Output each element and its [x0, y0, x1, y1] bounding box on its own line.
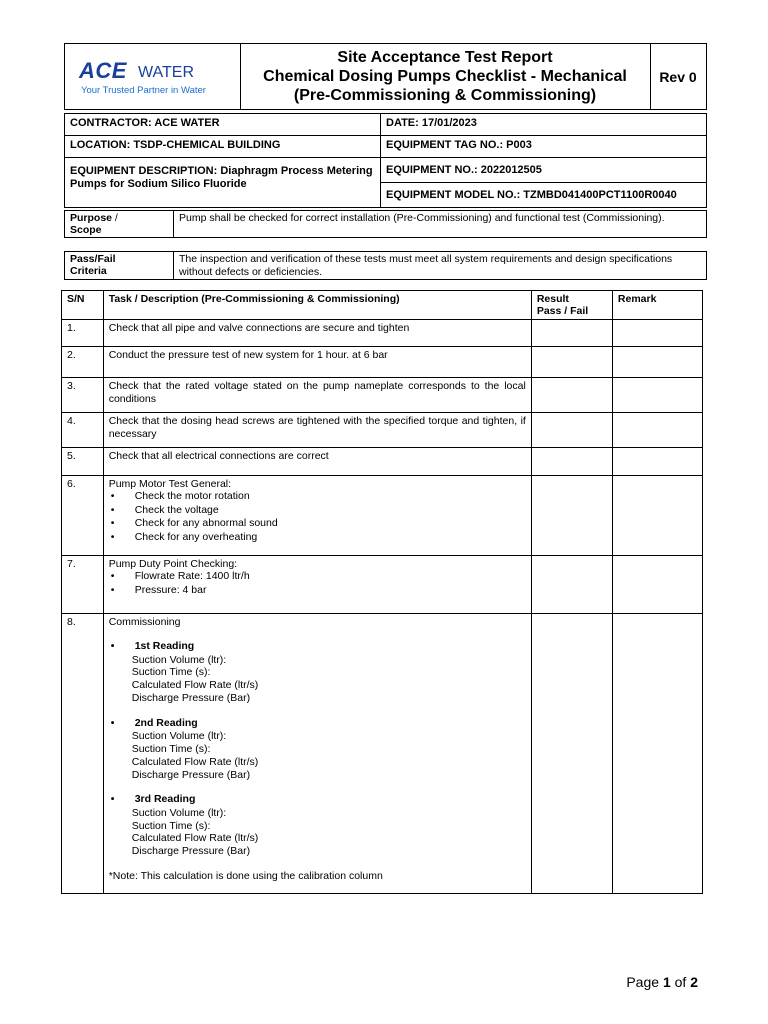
remark-cell[interactable] [612, 378, 702, 413]
report-header [64, 43, 707, 110]
checklist-header-row [62, 291, 703, 320]
page-word: Page [626, 974, 660, 990]
list-item: • Check the voltage [135, 504, 526, 518]
tag-no-cell: EQUIPMENT TAG NO.: P003 [381, 136, 707, 158]
equipment-description-label: EQUIPMENT DESCRIPTION: [70, 165, 218, 177]
row-task [103, 556, 531, 614]
result-cell[interactable] [531, 413, 612, 448]
reading-line: Discharge Pressure (Bar) [131, 691, 251, 704]
row-sn: 1. [62, 320, 104, 347]
of-word: of [674, 974, 687, 990]
equipment-no-cell: EQUIPMENT NO.: 2022012505 [381, 158, 707, 183]
model-no-cell: EQUIPMENT MODEL NO.: TZMBD041400PCT1100R0040 [381, 183, 707, 208]
reading-line: Calculated Flow Rate (ltr/s) [131, 679, 259, 692]
task-bullet-list [109, 570, 526, 597]
row-task [103, 614, 531, 894]
remark-cell[interactable] [612, 556, 702, 614]
row-task: Check that the dosing head screws are tightened with the specified torque and tighten, if necessary [103, 413, 531, 448]
row-task: Check that all electrical connections are correct [103, 448, 531, 476]
task-heading: Commissioning [108, 616, 181, 628]
remark-cell[interactable] [612, 476, 702, 556]
row-sn: 7. [62, 556, 104, 614]
criteria-label-line1: Pass/Fail [70, 253, 116, 265]
task-heading: Pump Motor Test General: [108, 478, 232, 490]
row-task: Check that the rated voltage stated on the pump nameplate corresponds to the local conditions [103, 378, 531, 413]
row-sn: 3. [62, 378, 104, 413]
result-cell[interactable] [531, 448, 612, 476]
title-line-2: Chemical Dosing Pumps Checklist - Mechanical [263, 68, 627, 85]
task-heading: Pump Duty Point Checking: [108, 558, 238, 570]
date-cell: DATE: 17/01/2023 [381, 114, 707, 136]
reading-line: Discharge Pressure (Bar) [131, 768, 251, 781]
remark-cell[interactable] [612, 614, 702, 894]
list-item: • Pressure: 4 bar [135, 584, 526, 598]
purpose-label-line1: Purpose [70, 212, 113, 224]
table-row [62, 556, 703, 614]
header-task: Task / Description (Pre-Commissioning & Commissioning) [103, 291, 531, 320]
remark-cell[interactable] [612, 413, 702, 448]
row-sn: 4. [62, 413, 104, 448]
result-cell[interactable] [531, 614, 612, 894]
contractor-cell: CONTRACTOR: ACE WATER [65, 114, 381, 136]
page-current: 1 [662, 974, 671, 990]
header-remark: Remark [612, 291, 702, 320]
reading-line: Discharge Pressure (Bar) [131, 845, 251, 858]
row-task: Conduct the pressure test of new system for 1 hour. at 6 bar [103, 347, 531, 378]
location-cell: LOCATION: TSDP-CHEMICAL BUILDING [65, 136, 381, 158]
remark-cell[interactable] [612, 320, 702, 347]
reading-line: Suction Volume (ltr): [131, 730, 227, 743]
logo-ace-text: ACE [79, 58, 127, 83]
title-line-3: (Pre-Commissioning & Commissioning) [293, 87, 597, 104]
reading-line: Suction Time (s): [131, 666, 211, 679]
reading-line: Calculated Flow Rate (ltr/s) [131, 755, 259, 768]
criteria-table [64, 251, 707, 280]
remark-cell[interactable] [612, 347, 702, 378]
logo-water-text: WATER [138, 64, 194, 81]
row-sn: 8. [62, 614, 104, 894]
reading-line: Suction Volume (ltr): [131, 653, 227, 666]
logo-tagline: Your Trusted Partner in Water [81, 85, 206, 96]
row-sn: 5. [62, 448, 104, 476]
criteria-label-line2: Criteria [70, 265, 107, 277]
table-row [62, 614, 703, 894]
reading-lines [109, 654, 526, 705]
header-sn: S/N [62, 291, 104, 320]
revision-label: Rev 0 [659, 68, 697, 85]
result-cell[interactable] [531, 320, 612, 347]
reading-list [109, 793, 526, 807]
project-info-table [64, 113, 707, 208]
page-total: 2 [690, 974, 698, 990]
reading-title: • 2nd Reading [135, 717, 526, 731]
row-sn: 6. [62, 476, 104, 556]
reading-title: • 3rd Reading [135, 793, 526, 807]
report-title [240, 44, 651, 109]
checklist-table [61, 290, 703, 894]
table-row [62, 378, 703, 413]
table-row [62, 347, 703, 378]
list-item: • Check for any overheating [135, 531, 526, 545]
result-cell[interactable] [531, 556, 612, 614]
equipment-description-value: Diaphragm Process Metering Pumps for Sodium Silico Fluoride [70, 165, 373, 190]
result-cell[interactable] [531, 347, 612, 378]
purpose-label [65, 211, 174, 238]
page-number [626, 974, 698, 990]
list-item: • Check the motor rotation [135, 490, 526, 504]
list-item: • Check for any abnormal sound [135, 517, 526, 531]
reading-line: Calculated Flow Rate (ltr/s) [131, 832, 259, 845]
reading-list [109, 640, 526, 654]
reading-lines [109, 807, 526, 858]
result-cell[interactable] [531, 378, 612, 413]
header-result-line2: Pass / Fail [536, 305, 589, 317]
purpose-table [64, 210, 707, 238]
table-row [62, 320, 703, 347]
purpose-label-sep: / [112, 212, 118, 224]
criteria-label [65, 252, 174, 280]
table-row [62, 413, 703, 448]
result-cell[interactable] [531, 476, 612, 556]
reading-line: Suction Time (s): [131, 742, 211, 755]
remark-cell[interactable] [612, 448, 702, 476]
list-item: • Flowrate Rate: 1400 ltr/h [135, 570, 526, 584]
title-line-1: Site Acceptance Test Report [337, 49, 553, 66]
table-row [62, 476, 703, 556]
reading-list [109, 717, 526, 731]
company-logo [65, 44, 241, 109]
purpose-label-line2: Scope [70, 224, 102, 236]
reading-line: Suction Volume (ltr): [131, 806, 227, 819]
criteria-text: The inspection and verification of these tests must meet all system requirements and design specifications without defects or deficiencies. [174, 252, 707, 280]
purpose-text: Pump shall be checked for correct installation (Pre-Commissioning) and functional test (Commissioning). [174, 211, 707, 238]
row-task [103, 476, 531, 556]
row-sn: 2. [62, 347, 104, 378]
header-result-line1: Result [536, 293, 569, 305]
reading-line: Suction Time (s): [131, 819, 211, 832]
table-row [62, 448, 703, 476]
equipment-description-cell [65, 158, 381, 208]
task-bullet-list [109, 490, 526, 544]
calculation-note: *Note: This calculation is done using the calibration column [108, 870, 383, 883]
reading-lines [109, 730, 526, 781]
reading-title: • 1st Reading [135, 640, 526, 654]
row-task: Check that all pipe and valve connections are secure and tighten [103, 320, 531, 347]
header-result [531, 291, 612, 320]
